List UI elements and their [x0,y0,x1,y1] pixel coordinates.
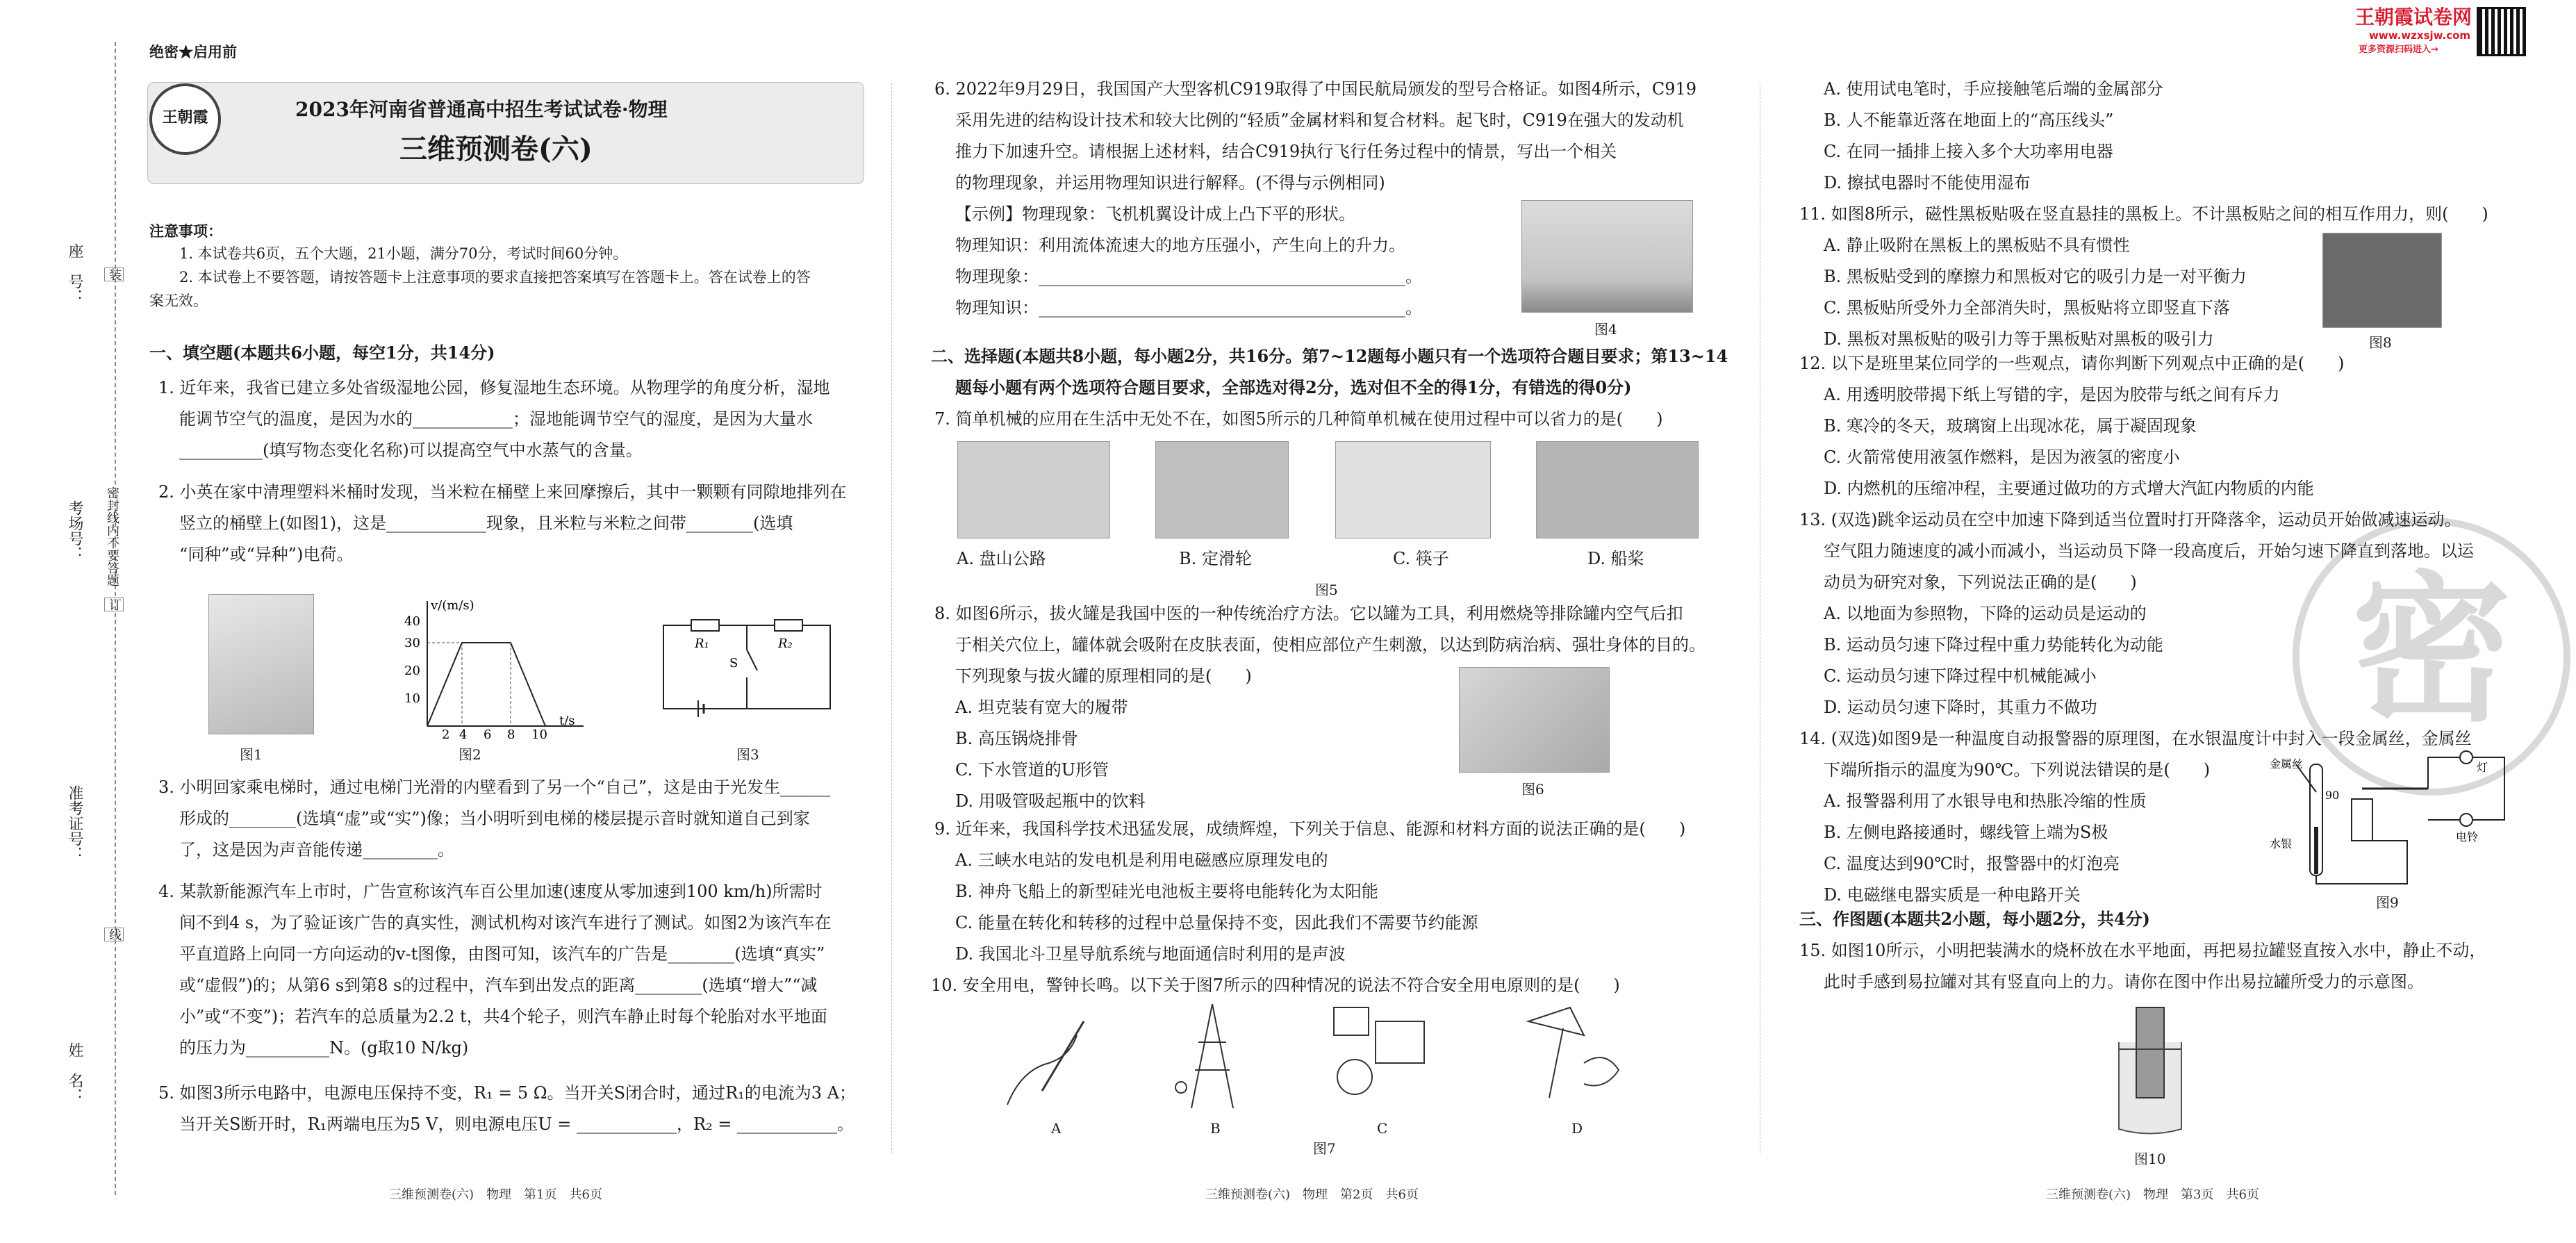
q4-line-6: 的压力为__________N。(g取10 N/kg) [179,1038,469,1057]
q8-line-3: 下列现象与拔火罐的原理相同的是( ) [955,666,1252,686]
q5-line-2: 当开关S断开时，R₁两端电压为5 V，则电源电压U = ____________，R₂ = ____________。 [179,1114,854,1134]
fig7a-pen [1042,1021,1084,1091]
figure-8-photo [2322,233,2442,328]
q14-option-a: A. 报警器利用了水银导电和热胀冷缩的性质 [1824,791,2147,811]
seat-label: 座 号： [66,243,83,304]
q8-option-d: D. 用吸管吸起瓶中的饮料 [955,791,1146,811]
fig2-ytick-10: 10 [404,691,420,706]
secrecy-mark: 绝密★启用前 [149,43,237,60]
fig3-label-s: S [729,656,738,670]
q12-option-d: D. 内燃机的压缩冲程，主要通过做功的方式增大汽缸内物质的内能 [1824,479,2314,498]
q9-option-d: D. 我国北斗卫星导航系统与地面通信时利用的是声波 [955,944,1346,964]
fig7a-hand [1007,1035,1077,1105]
q4-line-2: 间不到4 s，为了验证该广告的真实性，测试机构对该汽车进行了测试。如图2为该汽车在 [179,913,832,932]
q12-line-1: 12. 以下是班里某位同学的一些观点，请你判断下列观点中正确的是( ) [1799,354,2345,373]
figure-7-drawing-a [993,1007,1098,1112]
q10-option-a: A. 使用试电笔时，手应接触笔后端的金属部分 [1824,79,2163,99]
fig2-xtick-2: 2 [442,727,450,740]
q10-option-c: C. 在同一插排上接入多个大功率用电器 [1824,142,2113,161]
notes-item-2: 2. 本试卷上不要答题，请按答题卡上注意事项的要求直接把答案填写在答题卡上。答在试卷上的答 [179,269,811,286]
page2-footer: 三维预测卷(六) 物理 第2页 共6页 [1205,1187,1419,1202]
q6-line-1: 6. 2022年9月29日，我国国产大型客机C919取得了中国民航局颁发的型号合格证。如图4所示，C919 [934,79,1697,99]
section3-heading: 三、作图题(本题共2小题，每小题2分，共4分) [1799,909,2150,929]
figure-7-drawing-b [1167,1001,1257,1112]
q9-option-b: B. 神舟飞船上的新型硅光电池板主要将电能转化为太阳能 [955,882,1378,901]
figure-5a-photo [957,441,1110,538]
logo-text: 王朝霞 [162,108,208,126]
q10-option-d: D. 擦拭电器时不能使用湿布 [1824,173,2031,192]
q6-line-6: 物理知识：利用流体流速大的地方压强小，产生向上的升力。 [955,236,1405,255]
fig2-ytick-20: 20 [404,664,420,678]
fig3-switch-blade [747,650,757,670]
q14-line-1: 14. (双选)如图9是一种温度自动报警器的原理图，在水银温度计中封入一段金属丝，金属丝 [1799,729,2472,748]
q13-option-c: C. 运动员匀速下降过程中机械能减小 [1824,666,2097,686]
q1-line-3: __________(填写物态变化名称)可以提高空气中水蒸气的含量。 [179,441,643,460]
q7-stem: 7. 简单机械的应用在生活中无处不在，如图5所示的几种简单机械在使用过程中可以省力的是( ) [934,409,1663,429]
fig3-label-r1: R₁ [695,636,709,651]
q9-option-a: A. 三峡水电站的发电机是利用电磁感应原理发电的 [955,850,1328,870]
figure-3-caption: 图3 [736,746,759,763]
fig9-label-lamp: 灯 [2477,761,2488,774]
figure-2-vt-graph [389,594,591,740]
q6-line-8: 物理知识：____________________________________________。 [955,298,1422,318]
qr-code[interactable] [2477,7,2526,56]
q1-line-2: 能调节空气的温度，是因为水的____________；湿地能调节空气的湿度，是因为大量水 [179,409,813,429]
fig9-label-mercury: 水银 [2270,837,2293,850]
fig7d-hand [1584,1057,1619,1086]
fig3-resistor-r1 [691,620,719,631]
fig2-curve [427,643,545,726]
q11-option-a: A. 静止吸附在黑板上的黑板贴不具有惯性 [1824,236,2130,255]
q15-line-2: 此时手感到易拉罐对其有竖直向上的力。请你在图中作出易拉罐所受力的示意图。 [1824,972,2424,991]
q8-option-b: B. 高压锅烧排骨 [955,729,1078,748]
q14-option-b: B. 左侧电路接通时，螺线管上端为S极 [1824,823,2108,842]
figure-5c-photo [1335,441,1491,538]
q6-line-4: 的物理现象，并运用物理知识进行解释。(不得与示例相同) [955,173,1385,192]
q2-line-3: “同种”或“异种”)电荷。 [179,545,354,564]
cut-mark-1: 装 [104,267,124,281]
q14-option-c: C. 温度达到90℃时，报警器中的灯泡亮 [1824,854,2120,873]
figure-7-drawing-d [1508,1001,1626,1112]
q7-option-c: C. 筷子 [1393,549,1449,568]
q8-option-c: C. 下水管道的U形管 [955,760,1109,780]
figure-7-drawing-c [1320,1001,1438,1112]
q7-option-d: D. 船桨 [1587,549,1644,568]
fig2-xtick-4: 4 [459,727,468,740]
fig9-lamp [2460,751,2472,764]
q8-line-1: 8. 如图6所示，拔火罐是我国中医的一种传统治疗方法。它以罐为工具，利用燃烧等排除罐内空气后扣 [934,604,1683,623]
room-label: 考场号： [66,500,83,561]
q4-line-3: 平直道路上向同一方向运动的v-t图像，由图可知，该汽车的广告是________(选填“真实” [179,944,825,964]
brand-url: www.wzxsjw.com [2369,29,2471,42]
q8-line-2: 于相关穴位上，罐体就会吸附在皮肤表面，使相应部位产生刺激，以达到防病治病、强壮身体的目的。 [955,635,1706,655]
exam-title: 2023年河南省普通高中招生考试试卷·物理 [295,98,668,121]
brand-name: 王朝霞试卷网 [2355,6,2472,28]
q10-option-b: B. 人不能靠近落在地面上的“高压线头” [1824,110,2114,130]
fig9-label-90: 90 [2325,789,2340,802]
fig9-bell [2460,814,2472,826]
q13-option-d: D. 运动员匀速下降时，其重力不做功 [1824,698,2097,717]
fig2-ytick-30: 30 [404,636,420,650]
figure-9-caption: 图9 [2376,894,2399,911]
fig7b-tower [1191,1004,1233,1108]
q10-stem: 10. 安全用电，警钟长鸣。以下关于图7所示的四种情况的说法不符合安全用电原则的是( ) [931,976,1620,995]
q15-line-1: 15. 如图10所示，小明把装满水的烧杯放在水平地面，再把易拉罐竖直按入水中，静止不动， [1799,941,2486,960]
fig2-xtick-8: 8 [507,727,515,740]
admission-label: 准考证号： [66,785,83,862]
notes-title: 注意事项： [149,222,222,240]
q6-line-3: 推力下加速升空。请根据上述材料，结合C919执行飞行任务过程中的情景，写出一个相关 [955,142,1617,161]
figure-5d-photo [1536,441,1699,538]
fig7d-lamp [1528,1007,1584,1035]
fig2-ytick-40: 40 [404,614,420,629]
figure-3-circuit [657,611,837,723]
figure-6-caption: 图6 [1521,781,1544,798]
figure-9-circuit [2268,750,2511,889]
page3-footer: 三维预测卷(六) 物理 第3页 共6页 [2046,1187,2259,1202]
q13-line-3: 动员为研究对象，下列说法正确的是( ) [1824,573,2137,592]
figure-5b-photo [1155,441,1289,538]
q6-line-2: 采用先进的结构设计技术和较大比例的“轻质”金属材料和复合材料。起飞时，C919在强大的发动机 [955,110,1684,130]
q4-line-1: 4. 某款新能源汽车上市时，广告宣称该汽车百公里加速(速度从零加速到100 km/h)所需时 [158,882,823,901]
q13-line-1: 13. (双选)跳伞运动员在空中加速下降到适当位置时打开降落伞，运动员开始做减速运动。 [1799,510,2461,529]
figure-4-caption: 图4 [1594,321,1617,338]
q7-option-a: A. 盘山公路 [957,549,1046,568]
section2-heading-2: 题每小题有两个选项符合题目要求，全部选对得2分，选对但不全的得1分，有错选的得0分) [955,377,1632,397]
q3-line-1: 3. 小明回家乘电梯时，通过电梯门光滑的内壁看到了另一个“自己”，这是由于光发生______ [158,777,831,797]
fig7c-device [1337,1060,1372,1094]
cut-mark-3: 线 [104,928,124,941]
notes-item-1: 1. 本试卷共6页，五个大题，21小题，满分70分，考试时间60分钟。 [179,245,628,262]
q7-option-b: B. 定滑轮 [1179,549,1252,568]
fig3-resistor-r2 [775,620,802,631]
fig9-alarm-loop [2428,757,2504,820]
figure-2-caption: 图2 [459,746,481,763]
q4-line-4: 或“虚假”)的；从第6 s到第8 s的过程中，汽车到出发点的距离________(选填“增大”“减 [179,976,818,995]
fig9-coil [2352,799,2372,841]
q4-line-5: 小”或“不变”)；若汽车的总质量为2.2 t，共4个轮子，则汽车静止时每个轮胎对水平地面 [179,1007,827,1026]
figure-6-photo [1459,667,1610,773]
fig7-label-c: C [1377,1120,1388,1137]
notes-item-3: 案无效。 [149,293,208,309]
fig2-xtick-10: 10 [531,727,547,740]
brand-slogan: 更多资源扫码进入→ [2359,44,2438,55]
figure-4-photo [1521,200,1693,313]
q14-line-2: 下端所指示的温度为90℃。下列说法错误的是( ) [1824,760,2211,780]
fig2-xtick-6: 6 [484,727,492,740]
q5-line-1: 5. 如图3所示电路中，电源电压保持不变，R₁ = 5 Ω。当开关S闭合时，通过R₁的电流为3 A； [158,1083,857,1103]
fig7d-lamp-arm [1549,1028,1563,1098]
binding-warning: 密封线内不要答题 [105,486,119,586]
q2-line-1: 2. 小英在家中清理塑料米桶时发现，当米粒在桶壁上来回摩擦后，其中一颗颗有同隙地排列在 [158,482,847,502]
q2-line-2: 竖立的桶壁上(如图1)，这是____________现象，且米粒与米粒之间带________(选填 [179,513,793,533]
fig7b-person [1175,1082,1187,1093]
section2-heading-1: 二、选择题(本题共8小题，每小题2分，共16分。第7~12题每小题只有一个选项符合题目要求；第13~14 [931,346,1728,366]
figure-8-caption: 图8 [2369,334,2392,351]
binding-line [115,42,116,1195]
cut-mark-2: 订 [104,598,124,611]
q9-line-1: 9. 近年来，我国科学技术迅猛发展，成绩辉煌，下列关于信息、能源和材料方面的说法正确的是( ) [934,819,1686,839]
q6-line-5: 【示例】物理现象：飞机机翼设计成上凸下平的形状。 [955,204,1355,224]
q9-option-c: C. 能量在转化和转移的过程中总量保持不变，因此我们不需要节约能源 [955,913,1478,932]
figure-10-caption: 图10 [2134,1151,2166,1167]
q12-option-c: C. 火箭常使用液氢作燃料，是因为液氢的密度小 [1824,447,2180,467]
q13-option-b: B. 运动员匀速下降过程中重力势能转化为动能 [1824,635,2163,655]
figure-10-beaker [2105,1001,2195,1139]
page1-footer: 三维预测卷(六) 物理 第1页 共6页 [389,1187,602,1202]
figure-5-caption: 图5 [1315,582,1338,598]
fig9-circuit-loop [2316,841,2407,884]
fig7-label-a: A [1051,1120,1062,1137]
stamp-text: 密 [2351,556,2511,743]
fig9-label-wire: 金属丝 [2270,757,2304,771]
fig7-label-d: D [1571,1120,1583,1137]
column-divider-1 [891,83,892,1153]
q8-option-a: A. 坦克装有宽大的履带 [955,698,1128,717]
fig2-xlabel: t/s [559,714,575,728]
figure-7-caption: 图7 [1313,1140,1336,1157]
q11-option-b: B. 黑板贴受到的摩擦力和黑板对它的吸引力是一对平衡力 [1824,267,2247,286]
q11-line-1: 11. 如图8所示，磁性黑板贴吸在竖直悬挂的黑板上。不计黑板贴之间的相互作用力，则( ) [1799,204,2488,224]
fig9-label-bell: 电铃 [2456,830,2479,843]
q13-line-2: 空气阻力随速度的减小而减小，当运动员下降一段高度后，开始匀速下降直到落地。以运 [1824,541,2474,561]
fig7-label-b: B [1210,1120,1221,1137]
fig7c-appliance [1376,1021,1424,1063]
paper-title: 三维预测卷(六) [399,133,593,165]
q11-option-d: D. 黑板对黑板贴的吸引力等于黑板贴对黑板的吸引力 [1824,329,2214,349]
fig7c-strip [1334,1007,1369,1035]
q1-line-1: 1. 近年来，我省已建立多处省级湿地公园，修复湿地生态环境。从物理学的角度分析，湿地 [158,378,830,397]
publisher-logo [149,83,221,155]
section1-heading: 一、填空题(本题共6小题，每空1分，共14分) [149,343,495,363]
q12-option-b: B. 寒冷的冬天，玻璃窗上出现冰花，属于凝固现象 [1824,416,2197,436]
q11-option-c: C. 黑板贴所受外力全部消失时，黑板贴将立即竖直下落 [1824,298,2230,318]
fig2-ylabel: v/(m/s) [431,598,474,613]
name-label: 姓 名： [66,1042,83,1103]
figure-1-photo [208,594,314,734]
q13-option-a: A. 以地面为参照物，下降的运动员是运动的 [1824,604,2147,623]
q6-line-7: 物理现象：____________________________________________。 [955,267,1422,286]
q12-option-a: A. 用透明胶带揭下纸上写错的字，是因为胶带与纸之间有斥力 [1824,385,2280,404]
fig3-label-r2: R₂ [778,636,793,651]
q14-option-d: D. 电磁继电器实质是一种电路开关 [1824,885,2081,905]
fig10-can [2136,1007,2164,1098]
q3-line-3: 了，这是因为声音能传递_________。 [179,840,454,859]
q3-line-2: 形成的________(选填“虚”或“实”)像；当小明听到电梯的楼层提示音时就知道自己到家 [179,809,810,828]
figure-1-caption: 图1 [240,746,263,763]
